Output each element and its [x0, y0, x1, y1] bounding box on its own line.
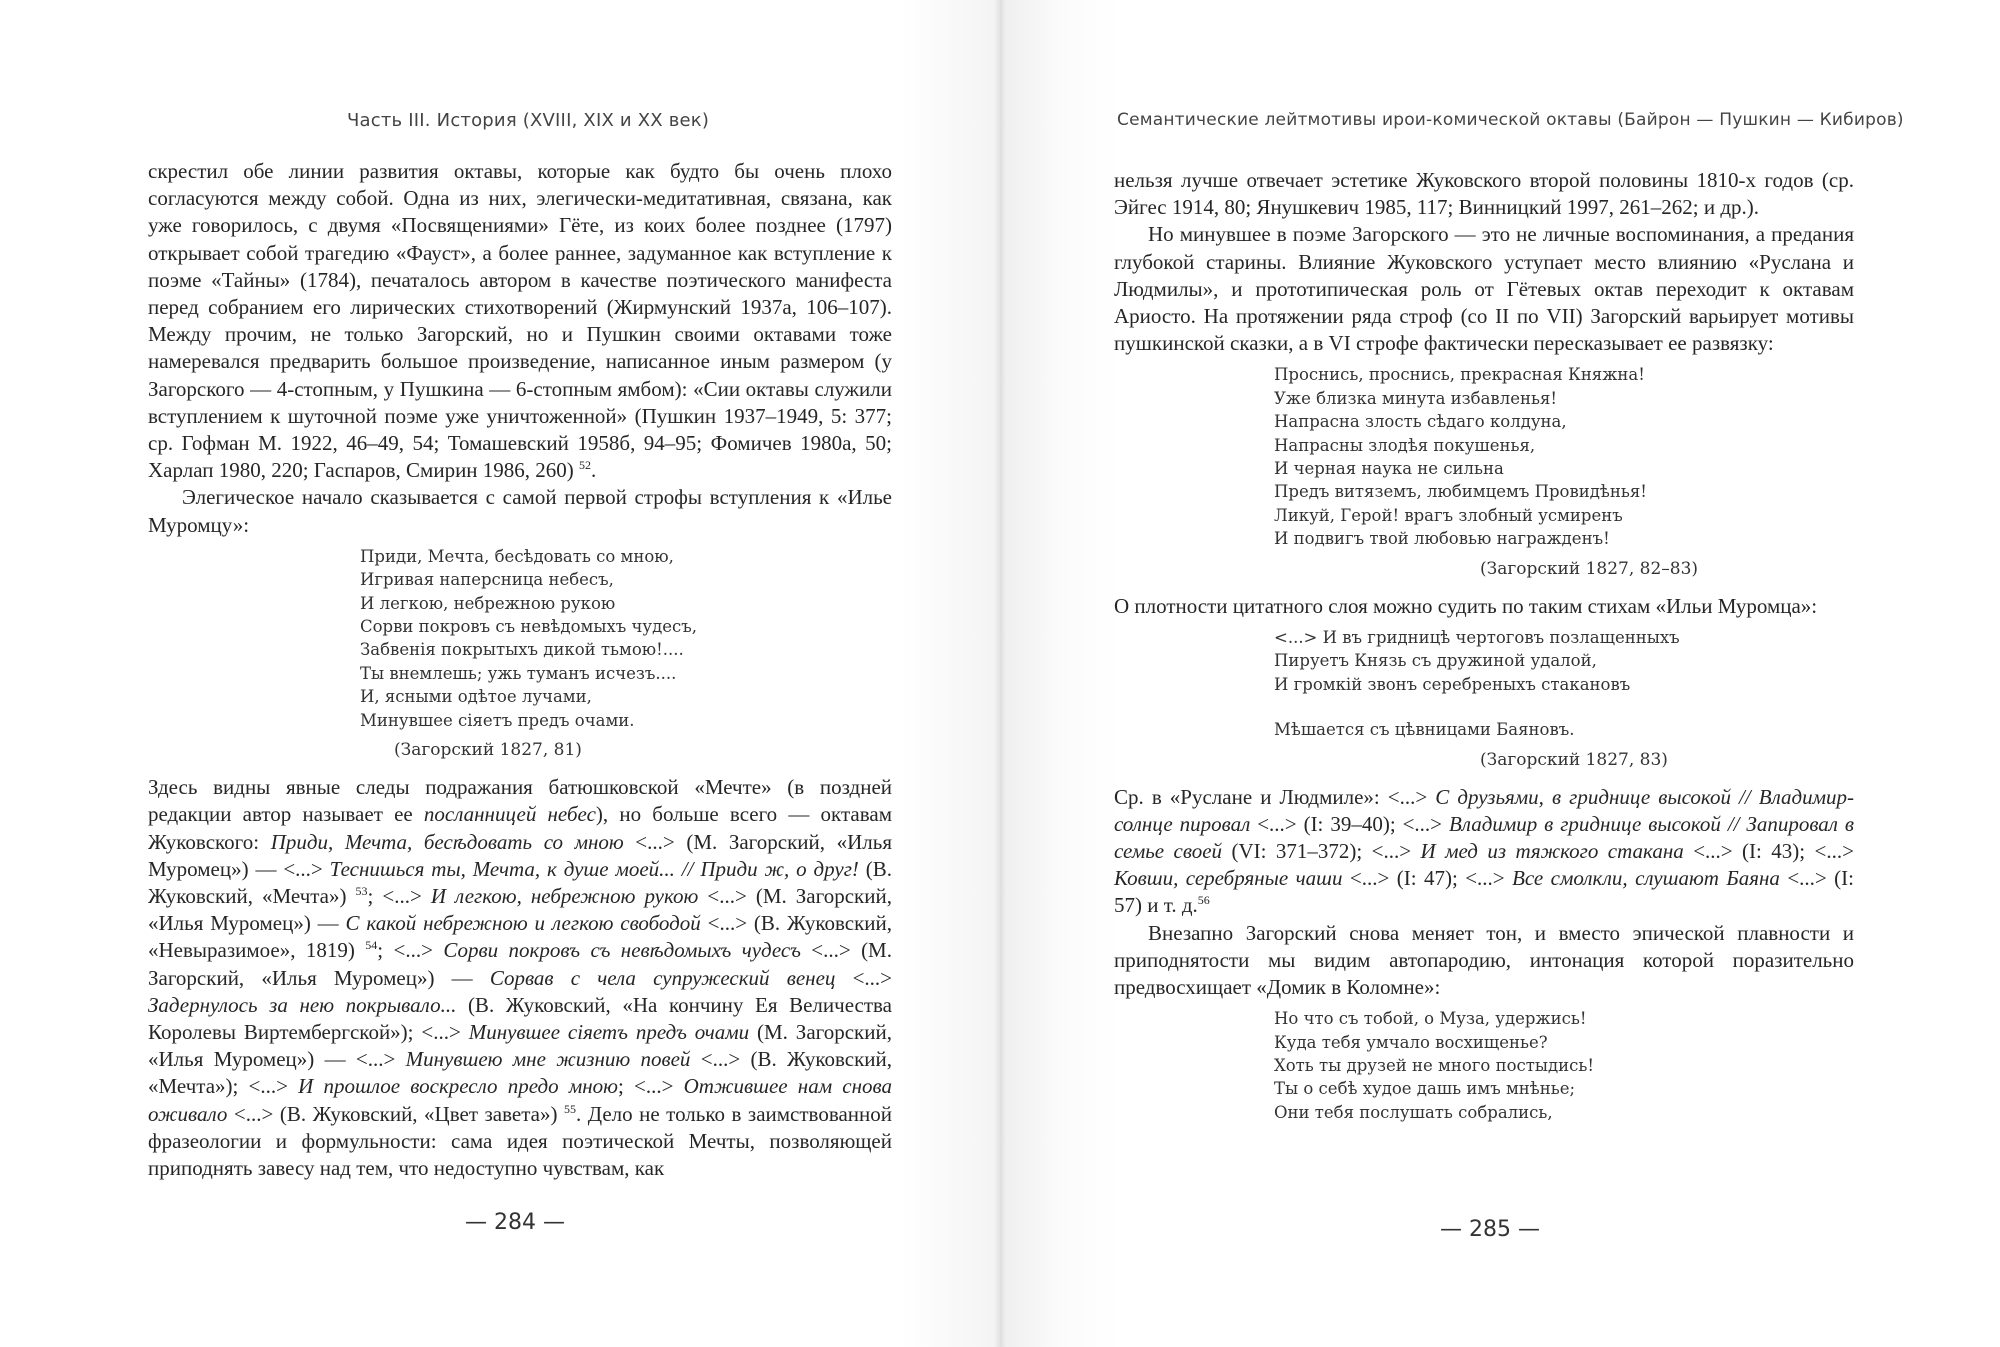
footnote-ref-54: 54 — [365, 938, 378, 953]
poem-line: Хоть ты друзей не много постыдись! — [1274, 1055, 1595, 1075]
footnote-ref-53: 53 — [355, 883, 368, 898]
left-paragraph-2: Элегическое начало сказывается с самой первой строфы вступления к «Илье Муромцу»: — [148, 485, 892, 537]
poem-line: Куда тебя умчало восхищенье? — [1274, 1032, 1548, 1052]
poem-line: И легкою, небрежною рукою — [360, 593, 616, 613]
poem-line: И, ясными одѣтое лучами, — [360, 687, 592, 707]
right-page-number: — 285 — — [1440, 1217, 1540, 1242]
poem-line: Напрасна злость сѣдаго колдуна, — [1274, 412, 1567, 432]
poem-line: Ты внемлешь; ужь туманъ исчезъ.... — [360, 663, 677, 683]
poem-line: Пируетъ Князь съ дружиной удалой, — [1274, 651, 1597, 671]
poem-line: Сорви покровъ съ невѣдомыхъ чудесъ, — [360, 617, 698, 637]
poem-line: Напрасны злодѣя покушенья, — [1274, 435, 1536, 455]
right-citation-1: (Загорский 1827, 82–83) — [1480, 558, 1699, 579]
poem-line: Ты о себѣ худое дашь имъ мнѣнье; — [1274, 1079, 1576, 1099]
poem-line: Но что съ тобой, о Муза, удержись! — [1274, 1009, 1587, 1029]
poem-line: Уже близка минута избавленья! — [1274, 388, 1557, 408]
right-paragraph-5: Внезапно Загорский снова меняет тон, и вместо эпической плавности и приподнятости мы видим автопародию, интонация которой поразительно предвосхищает «Домик в Коломне»: — [1114, 920, 1854, 999]
right-paragraph-1: нельзя лучше отвечает эстетике Жуковского второй половины 1810-х годов (ср. Эйгес 1914, 80; Янушкевич 1985, 117; Винницкий 1997, 261–262; и др.). — [1114, 168, 1854, 220]
left-running-head: Часть III. История (XVIII, XIX и XX век) — [347, 110, 710, 131]
poem-line: Предъ витяземъ, любимцемъ Провидѣнья! — [1274, 482, 1647, 502]
poem-line: Минувшее сіяетъ предъ очами. — [360, 710, 635, 730]
right-poem-3 — [1114, 1007, 1854, 1124]
left-poem-1 — [148, 545, 892, 732]
right-running-head: Семантические лейтмотивы ирои-комической октавы (Байрон — Пушкин — Кибиров) — [1117, 110, 1904, 130]
poem-line: Забвенія покрытыхъ дикой тьмою!.... — [360, 640, 684, 660]
right-paragraph-4: Ср. в «Руслане и Людмиле»: <...> С друзьями, в гриднице высокой // Владимир-солнце пировал <...> (I: 39–40); <...> Владимир в гриднице высокой // Запировал в семье своей (VI: 371–372); <...> И мед из тяжкого стакана <...> (I: 43); <...> Ковши, серебряные чаши <...> (I: 47); <...> Все смолкли, слушают Баяна <...> (I: 57) и т. д.$^{56}$ — [1114, 784, 1855, 918]
right-paragraph-3: О плотности цитатного слоя можно судить по таким стихам «Ильи Муромца»: — [1114, 593, 1818, 618]
poem-line: Они тебя послушать собрались, — [1274, 1102, 1553, 1122]
right-text-column — [1114, 167, 1854, 1124]
poem-line: Ликуй, Герой! врагъ злобный усмиренъ — [1274, 505, 1623, 525]
poem-line: Проснись, проснись, прекрасная Княжна! — [1274, 365, 1645, 385]
left-citation-1: (Загорский 1827, 81) — [394, 740, 582, 761]
left-paragraph-1: скрестил обе линии развития октавы, которые как будто бы очень плохо согласуются между собой. Одна из них, элегически-медитативная, связана, как уже говорилось, с двумя «Посвящениями» Гёте, из коих более позднее (1797) открывает собой трагедию «Фауст», а более раннее, задуманное как вступление к поэме «Тайны» (1784), печаталось автором в качестве поэтического манифеста перед собранием его лирических стихотворений (Жирмунский 1937а, 106–107). Между прочим, не только Загорский, но и Пушкин своими октавами тоже намеревался предварить большое произведение, написанное иным размером (у Загорского — 4-стопным, у Пушкина — 6-стопным ямбом): «Сии октавы служили вступлением к шуточной поэме уже уничтоженной» (Пушкин 1937–1949, 5: 377; ср. Гофман М. 1922, 46–49, 54; Томашевский 1958б, 94–95; Фомичев 1980а, 50; Харлап 1980, 220; Гаспаров, Смирин 1986, 260) $^{52}$. — [148, 159, 892, 483]
footnote-ref-56: 56 — [1197, 893, 1210, 908]
left-page-number: — 284 — — [465, 1210, 565, 1235]
left-text-column — [148, 158, 892, 1182]
footnote-ref-55: 55 — [564, 1101, 576, 1116]
poem-omission-gap — [1274, 696, 1854, 718]
right-poem-1 — [1114, 363, 1854, 550]
poem-line: Мѣшается съ цѣвницами Баяновъ. — [1274, 720, 1575, 740]
right-citation-2: (Загорский 1827, 83) — [1480, 749, 1668, 770]
right-paragraph-2: Но минувшее в поэме Загорского — это не личные воспоминания, а предания глубокой старины. Влияние Жуковского уступает место влиянию «Руслана и Людмилы», и прототипическая роль от Гётевых октав переходит к октавам Ариосто. На протяжении ряда строф (со II по VII) Загорский варьирует мотивы пушкинской сказки, а в VI строфе фактически пересказывает ее развязку: — [1114, 222, 1854, 356]
right-poem-2 — [1114, 626, 1854, 742]
footnote-ref-52: 52 — [579, 458, 592, 473]
poem-line: И громкій звонъ серебреныхъ стакановъ — [1274, 674, 1631, 694]
book-gutter — [994, 0, 1006, 1347]
poem-line: Игривая наперсница небесъ, — [360, 570, 614, 590]
poem-line: <...> И въ гридницѣ чертоговъ позлащенныхъ — [1274, 627, 1680, 647]
poem-line: И подвигъ твой любовью награжденъ! — [1274, 529, 1610, 549]
poem-line: Приди, Мечта, бесѣдовать со мною, — [360, 546, 674, 566]
left-paragraph-3: Здесь видны явные следы подражания батюшковской «Мечте» (в поздней редакции автор называет ее посланницей небес), но больше всего — октавам Жуковского: Приди, Мечта, бесѣдовать со мною <...> (М. Загорский, «Илья Муромец») — <...> Теснишься ты, Мечта, к душе моей... // Приди ж, о друг! (В. Жуковский, «Мечта») $^{53}$; <...> И легкою, небрежною рукою <...> (М. Загорский, «Илья Муромец») — С какой небрежною и легкою свободой <...> (В. Жуковский, «Невыразимое», 1819) $^{54}$; <...> Сорви покровъ съ невѣдомыхъ чудесъ <...> (М. Загорский, «Илья Муромец») — Сорвав с чела супружеский венец <...> Задернулось за нею покрывало... (В. Жуковский, «На кончину Ея Величества Королевы Виртембергской»); <...> Минувшее сіяетъ предъ очами (М. Загорский, «Илья Муромец») — <...> Минувшею мне жизнию повей <...> (В. Жуковский, «Мечта»); <...> И прошлое воскресло предо мною; <...> Отжившее нам снова оживало <...> (В. Жуковский, «Цвет завета») $^{55}$. Дело не только в заимствованной фразеологии и формульности: сама идея поэтической Мечты, позволяющей приподнять завесу над тем, что недоступно чувствам, как — [148, 775, 893, 1180]
poem-line: И черная наука не сильна — [1274, 459, 1504, 479]
